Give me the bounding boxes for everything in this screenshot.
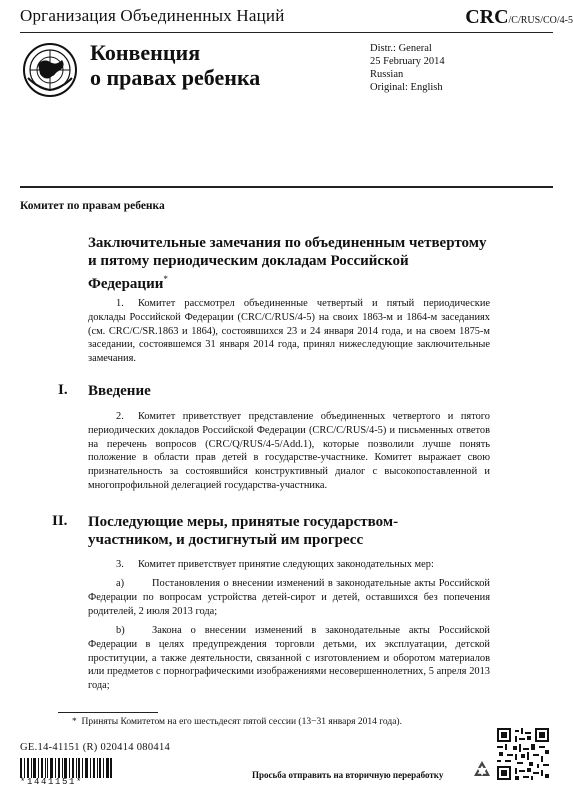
convention-title-line1: Конвенция	[90, 40, 201, 65]
section-title	[88, 513, 398, 549]
paragraph-number: 3.	[116, 559, 124, 570]
distr-line: Distr.: General	[370, 43, 432, 54]
header-rule	[20, 32, 553, 33]
title-rule	[20, 186, 553, 188]
symbol-suffix: /C/RUS/CO/4-5	[508, 15, 573, 26]
paragraph-number: 2.	[116, 411, 124, 422]
ge-code: GE.14-41151 (R) 020414 080414	[20, 742, 171, 753]
list-item-label: a)	[116, 578, 125, 589]
list-item-label: b)	[116, 625, 125, 636]
section-title-line2: участником, и достигнутый им прогресс	[88, 532, 364, 548]
list-item-b	[88, 624, 490, 693]
footnote-ref: *	[163, 274, 168, 284]
barcode-number: *1441151*	[20, 777, 84, 787]
section-number: I.	[58, 382, 68, 398]
convention-title-line2: о правах ребенка	[90, 65, 261, 90]
distr-language: Russian	[370, 69, 404, 80]
recycle-text: Просьба отправить на вторичную переработку	[252, 770, 444, 780]
list-item-text: Закона о внесении изменений в законодательные акты Российской Федерации в целях предупреждения торговли детьми, их эксплуатации, детской проституции, а также деятельности, связанной с изготовлением и оборотом материалов или предметов с порнографическими изображениями несовершеннолетних, 5 апреля 2013 года;	[88, 625, 490, 692]
distribution-block	[370, 42, 445, 94]
paragraph-2	[88, 410, 490, 493]
list-item-a	[88, 577, 490, 618]
document-symbol	[20, 6, 573, 29]
paragraph-3	[88, 558, 490, 572]
org-name: Организация Объединенных Наций	[20, 6, 285, 25]
footnote	[72, 717, 402, 727]
document-title-text: Заключительные замечания по объединенным четвертому и пятому периодическим докладам Российской Федерации	[88, 235, 487, 292]
un-emblem-icon	[22, 42, 78, 98]
symbol-main: CRC	[465, 6, 509, 28]
recycle-icon	[470, 758, 494, 782]
footnote-marker: *	[72, 717, 77, 727]
footnote-rule	[58, 712, 158, 713]
section-title-line1: Последующие меры, принятые государством-	[88, 514, 399, 530]
distr-original: Original: English	[370, 82, 443, 93]
document-title	[88, 234, 488, 293]
section-number: II.	[52, 513, 68, 529]
distr-date: 25 February 2014	[370, 56, 445, 67]
paragraph-number: 1.	[116, 298, 124, 309]
paragraph-1	[88, 297, 490, 366]
footnote-text: Приняты Комитетом на его шестьдесят пятой сессии (13−31 января 2014 года).	[81, 717, 402, 727]
convention-title	[90, 40, 260, 90]
paragraph-text: Комитет приветствует принятие следующих законодательных мер:	[138, 559, 434, 570]
section-title: Введение	[88, 383, 151, 399]
qr-code-icon	[497, 728, 549, 780]
paragraph-text: Комитет приветствует представление объединенных четвертого и пятого периодических докладов Российской Федерации (CRC/C/RUS/4-5) и письменных ответов на перечень вопросов (CRC/Q/RUS/4-5/Add.1), которые позволили лучше понять положение в области прав детей в государстве-участнике. Комитет выражает свою признательность за состоявшийся конструктивный диалог с высокопоставленной и многопрофильной делегацией государства-участника.	[88, 411, 490, 491]
paragraph-text: Комитет рассмотрел объединенные четвертый и пятый периодические доклады Российской Федерации (CRC/C/RUS/4-5) на своих 1863-м и 1864-м заседаниях (см. CRC/C/SR.1863 и 1864), состоявшихся 23 и 24 января 2014 года, и на своем 1875-м заседании, состоявшемся 31 января 2014 года, принял нижеследующие заключительные замечания.	[88, 298, 490, 365]
committee-name: Комитет по правам ребенка	[20, 200, 165, 212]
list-item-text: Постановления о внесении изменений в законодательные акты Российской Федерации по вопросам устройства детей-сирот и детей, оставшихся без попечения родителей, 2 июля 2013 года;	[88, 578, 490, 617]
